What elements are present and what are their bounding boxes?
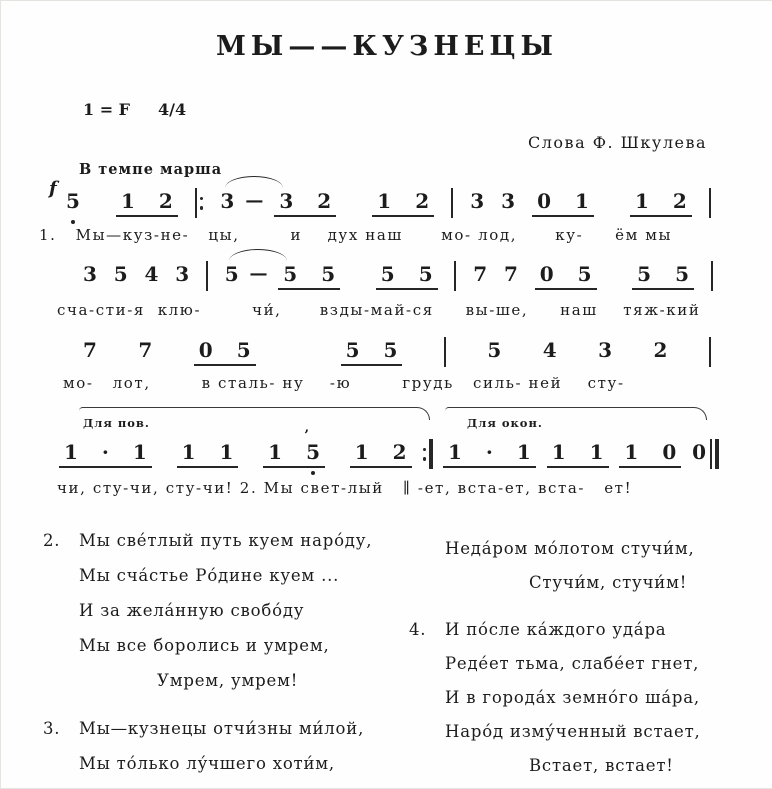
barline-begin-repeat xyxy=(195,189,204,217)
repeat-dot xyxy=(200,206,204,210)
note-3: 3 xyxy=(598,338,613,362)
verse-line xyxy=(409,613,753,647)
note-5: 5 xyxy=(577,262,592,286)
note-3: 3 xyxy=(501,189,516,213)
note-1: 1 xyxy=(64,440,78,464)
note-1: 1 xyxy=(181,440,196,464)
verses-right-column xyxy=(409,532,753,789)
notation-line-4b xyxy=(443,440,719,468)
verses-left-column xyxy=(43,523,395,789)
beam-group xyxy=(341,338,403,366)
note-1: 1 xyxy=(132,440,147,464)
beam-group xyxy=(443,440,536,468)
notation-line-3 xyxy=(83,338,711,366)
note-1: 1 xyxy=(120,189,135,213)
barline-stroke xyxy=(709,188,711,218)
key-signature: 1 = F xyxy=(83,100,131,119)
verse-line xyxy=(409,566,753,600)
barline-single xyxy=(206,262,208,290)
verse-line xyxy=(409,681,753,715)
verse-text: Мы все боролись и умрем, xyxy=(79,636,330,655)
barline-single xyxy=(709,338,711,366)
note-5: 5 xyxy=(675,262,690,286)
notation-line-4a xyxy=(59,428,433,468)
note-7: 7 xyxy=(83,338,97,362)
note-7: 7 xyxy=(503,262,518,286)
lyric-line-2: сча-сти-я клю- чи́, взды-май-ся вы-ше, наш тяж-кий xyxy=(57,301,701,319)
note-0: 0 xyxy=(198,338,213,362)
note-1: 1 xyxy=(589,440,604,464)
note-2: 2 xyxy=(653,338,668,362)
note-4: 4 xyxy=(542,338,557,362)
note-1: 1 xyxy=(448,440,462,464)
note-1: 1 xyxy=(575,189,589,213)
note-4: 4 xyxy=(144,262,159,286)
lyricist-credit: Слова Ф. Шкулева xyxy=(528,133,707,152)
beam-group xyxy=(263,428,325,468)
verse-number: 2. xyxy=(43,531,61,550)
low-octave-dot xyxy=(71,220,75,224)
beam-group xyxy=(532,189,594,217)
notation-line-2 xyxy=(83,262,713,290)
note-0: 0 xyxy=(692,440,707,464)
volta-label-ending: Для окон. xyxy=(467,416,543,430)
verse-number: 3. xyxy=(43,719,61,738)
note-2: 2 xyxy=(672,189,687,213)
verse-line xyxy=(43,558,395,593)
note-5: 5 xyxy=(66,189,80,213)
note-5: 5 xyxy=(487,338,502,362)
verse-line xyxy=(43,523,395,558)
verse-text: Умрем, умрем! xyxy=(157,671,299,690)
verse xyxy=(409,613,753,783)
verse-number xyxy=(43,593,79,628)
barline-single xyxy=(709,189,711,217)
note-2: 2 xyxy=(317,189,332,213)
lyric-line-4: чи, сту-чи, сту-чи! 2. Мы свет-лый ∥ -ет, вста-ет, вста- ет! xyxy=(57,479,633,497)
breath-mark: ’ xyxy=(304,428,309,444)
barline-single xyxy=(444,338,446,366)
beam-group xyxy=(177,440,239,468)
note-3: 3 xyxy=(470,189,485,213)
note-2: 2 xyxy=(158,189,173,213)
verse-line xyxy=(43,593,395,628)
verse-number: 4. xyxy=(409,620,427,639)
volta-second-ending xyxy=(443,407,719,468)
verse-text: Мы све́тлый путь куем наро́ду, xyxy=(79,531,373,550)
beam-group xyxy=(535,262,597,290)
verse-text: Мы то́лько лу́чшего хоти́м, xyxy=(79,754,335,773)
verse-number xyxy=(409,715,445,749)
note-5: 5 xyxy=(345,338,360,362)
note-5: 5 ’ xyxy=(306,440,320,464)
barline-stroke xyxy=(710,439,712,469)
volta-label-repeat: Для пов. xyxy=(83,416,150,430)
verse-line xyxy=(43,746,395,781)
beam-group xyxy=(350,440,412,468)
note-5: 5 xyxy=(236,338,251,362)
repeat-dots xyxy=(200,197,204,210)
notation-line-1 xyxy=(66,189,711,217)
tempo-marking: В темпе марша xyxy=(79,161,223,178)
note-1: 1 xyxy=(268,440,283,464)
note-1: 1 xyxy=(377,189,392,213)
repeat-dot xyxy=(423,448,427,452)
repeat-dot xyxy=(200,197,204,201)
note-0: 0 xyxy=(537,189,552,213)
verse-text: И за жела́нную свобо́ду xyxy=(79,601,305,620)
note-2: 2 xyxy=(415,189,430,213)
note-1: 1 xyxy=(516,440,531,464)
barline-stroke xyxy=(206,261,208,291)
slur-arc xyxy=(225,176,283,188)
verse-number xyxy=(43,746,79,781)
note-3: 3 xyxy=(220,189,235,213)
verse-text: И в города́х земно́го ша́ра, xyxy=(445,688,700,707)
verse-text: Неда́ром мо́лотом стучи́м, xyxy=(445,539,695,558)
time-signature: 4/4 xyxy=(158,100,187,119)
verse-line xyxy=(409,647,753,681)
note-3: 3 xyxy=(279,189,294,213)
barline-stroke xyxy=(711,261,713,291)
note-7: 7 xyxy=(473,262,488,286)
verse-text: Наро́д изму́ченный встает, xyxy=(445,722,701,741)
barline-stroke xyxy=(709,337,711,367)
note-1: 1 xyxy=(354,440,369,464)
low-octave-dot xyxy=(311,471,315,475)
barline-stroke xyxy=(444,337,446,367)
barline-stroke xyxy=(451,188,453,218)
verse-line xyxy=(43,711,395,746)
verse xyxy=(409,532,753,600)
verse-text: Стучи́м, стучи́м! xyxy=(529,573,688,592)
slur-arc xyxy=(229,249,287,261)
verse xyxy=(43,523,395,698)
verse-number xyxy=(409,532,445,566)
note-5: 5 xyxy=(637,262,652,286)
beam-group xyxy=(630,189,692,217)
barline-stroke xyxy=(715,439,719,469)
verse-number xyxy=(409,647,445,681)
verse-number xyxy=(409,749,445,783)
beam-group xyxy=(194,338,256,366)
beam-group xyxy=(372,189,434,217)
repeat-dots xyxy=(423,448,427,461)
note-5: 5 xyxy=(321,262,336,286)
augmentation-dot: · xyxy=(101,440,109,464)
note-1: 1 xyxy=(635,189,649,213)
barline-stroke xyxy=(429,439,433,469)
dynamic-marking: f xyxy=(49,178,57,199)
barline-stroke xyxy=(195,188,197,218)
verse-line xyxy=(43,663,395,698)
verse-number xyxy=(43,628,79,663)
note-1: 1 xyxy=(624,440,639,464)
verse-text: Мы сча́стье Ро́дине куем ... xyxy=(79,566,340,585)
volta-row xyxy=(59,407,719,468)
barline-stroke xyxy=(454,261,456,291)
note-1: 1 xyxy=(219,440,234,464)
augmentation-dot: · xyxy=(485,440,493,464)
lyric-line-1: 1. Мы—куз-не- цы, и дух наш мо- лод, ку- ём мы xyxy=(39,226,673,244)
beam-group xyxy=(59,440,152,468)
barline-single xyxy=(711,262,713,290)
barline-end-repeat xyxy=(423,440,433,468)
verse-number xyxy=(43,558,79,593)
verse-text: Встает, встает! xyxy=(529,756,674,775)
song-title: МЫ——КУЗНЕЦЫ xyxy=(216,31,558,62)
note-5: 5 xyxy=(383,338,398,362)
beam-group xyxy=(274,189,336,217)
verse xyxy=(43,711,395,781)
tie-dash: — xyxy=(245,189,263,213)
note-5: 5 xyxy=(224,262,239,286)
verse-line xyxy=(43,628,395,663)
tie-dash: — xyxy=(249,262,267,286)
beam-group xyxy=(116,189,178,217)
note-5: 5 xyxy=(418,262,433,286)
note-2: 2 xyxy=(392,440,407,464)
verse-number xyxy=(409,681,445,715)
verse-line xyxy=(409,749,753,783)
note-5: 5 xyxy=(380,262,395,286)
barline-single xyxy=(451,189,453,217)
note-5: 5 xyxy=(113,262,128,286)
beam-group xyxy=(619,440,681,468)
barline-final xyxy=(710,440,719,468)
key-time-signature xyxy=(83,100,186,119)
verse-text: И по́сле ка́ждого уда́ра xyxy=(445,620,667,639)
lyric-line-3: мо- лот, в сталь- ну -ю грудь силь- ней сту- xyxy=(63,374,625,392)
beam-group xyxy=(632,262,694,290)
verse-text: Мы—кузнецы отчи́зны ми́лой, xyxy=(79,719,365,738)
note-3: 3 xyxy=(175,262,190,286)
repeat-dot xyxy=(423,457,427,461)
note-3: 3 xyxy=(83,262,97,286)
note-0: 0 xyxy=(662,440,677,464)
verse-text: Реде́ет тьма, слабе́ет гнет, xyxy=(445,654,700,673)
verse-line xyxy=(409,715,753,749)
volta-first-ending xyxy=(59,407,433,468)
note-1: 1 xyxy=(551,440,566,464)
barline-single xyxy=(454,262,456,290)
note-5: 5 xyxy=(283,262,298,286)
verse-number xyxy=(409,566,445,600)
beam-group xyxy=(376,262,438,290)
beam-group xyxy=(278,262,340,290)
verse-line xyxy=(409,532,753,566)
beam-group xyxy=(547,440,609,468)
verse-number xyxy=(43,663,79,698)
note-0: 0 xyxy=(539,262,554,286)
note-7: 7 xyxy=(138,338,153,362)
